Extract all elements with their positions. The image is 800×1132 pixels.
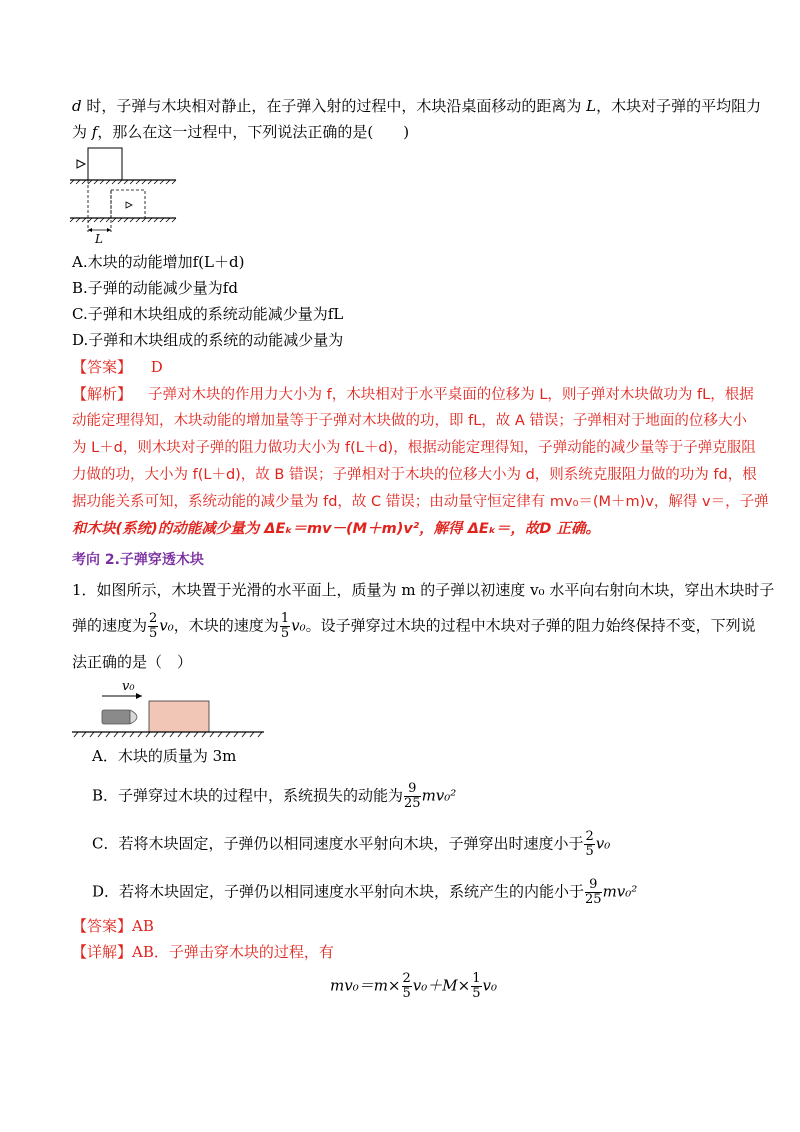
frac-num: 2: [402, 971, 411, 986]
frac-num: 2: [149, 611, 158, 626]
bullet: [102, 710, 130, 724]
q1-line-3: 法正确的是（ ）: [72, 653, 193, 671]
option-b: B.子弹的动能减少量为fd: [72, 279, 238, 297]
fraction-two-fifths: [148, 612, 158, 641]
analysis-line-4: 力做的功，大小为 f(L＋d)，故 B 错误；子弹相对于木块的位移大小为 d，则系统克服阻力做的功为 fd，根: [72, 467, 757, 483]
eq-mid: v₀＋M×: [412, 976, 471, 995]
option-text: C．若将木块固定，子弹仍以相同速度水平射向木块，子弹穿出时速度小于: [92, 834, 584, 853]
fraction-one-fifth: [280, 612, 290, 641]
eq-end: v₀: [482, 976, 497, 995]
bullet-initial: [77, 160, 85, 168]
option-c: C.子弹和木块组成的系统动能减少量为fL: [72, 305, 344, 323]
var-v0: v₀: [159, 616, 174, 635]
analysis-line-2: 动能定理得知，木块动能的增加量等于子弹对木块做的功，即 fL，故 A 错误；子弹相对于地面的位移大小: [72, 413, 747, 429]
analysis-line-3: 为 L＋d，则木块对子弹的阻力做功大小为 f(L＋d)，根据动能定理得知，子弹动能的减少量等于子弹克服阻: [72, 440, 756, 456]
stem-text: 为: [72, 123, 92, 141]
bullet-block-figure: [72, 676, 268, 738]
answer-row: [72, 357, 163, 377]
stem-var-L: L: [586, 97, 597, 115]
analysis-line-1: [72, 384, 754, 405]
stem-var-f: f: [91, 123, 98, 141]
momentum-equation: [330, 972, 497, 1001]
wood-block: [149, 701, 209, 732]
fraction-two-fifths: [402, 972, 412, 1001]
frac-den: 5: [149, 626, 158, 641]
section-title: 考向 2.子弹穿透木块: [72, 552, 204, 568]
frac-den: 25: [585, 892, 602, 907]
q1-option-a: A．木块的质量为 3m: [92, 747, 237, 765]
frac-den: 5: [585, 844, 594, 859]
q1-detail: 【详解】AB．子弹击穿木块的过程，有: [72, 943, 334, 961]
frac-num: 1: [280, 611, 290, 626]
var-v0: v₀: [595, 834, 611, 853]
q1-option-d: [92, 878, 637, 907]
stem-text: ，木块对子弹的平均阻力: [596, 97, 762, 115]
expr-mv0sq: mv₀²: [602, 882, 638, 901]
stem-text: 时，子弹与木块相对静止，在子弹入射的过程中，木块沿桌面移动的距离为: [81, 97, 587, 115]
q1-text: 。设子弹穿过木块的过程中木块对子弹的阻力始终保持不变，下列说: [305, 616, 756, 635]
analysis-line-5: 据功能关系可知，系统动能的减少量为 fd，故 C 错误；由动量守恒定律有 mv₀＝(M＋m)v，解得 v＝，子弹: [72, 494, 769, 510]
fraction-one-fifth: [471, 972, 481, 1001]
q1-answer: 【答案】AB: [72, 917, 154, 935]
q1-text: ，木块的速度为: [173, 616, 279, 635]
analysis-label: 【解析】: [72, 385, 133, 403]
fraction-nine-25: [585, 878, 602, 907]
question-stem-line-2: [72, 122, 409, 142]
stem-var-d: d: [72, 97, 82, 115]
block-initial: [88, 148, 122, 180]
stem-text: ，那么在这一过程中，下列说法正确的是( ): [97, 123, 410, 141]
expr-mv0sq: mv₀²: [421, 786, 457, 805]
answer-value: D: [150, 358, 163, 376]
analysis-text: 子弹对木块的作用力大小为 f，木块相对于水平桌面的位移为 L，则子弹对木块做功为 fL，根据: [148, 387, 754, 403]
frac-num: 9: [404, 782, 421, 797]
q1-text: 弹的速度为: [72, 616, 148, 635]
fraction-two-fifths: [584, 830, 594, 859]
option-text: D．若将木块固定，子弹仍以相同速度水平射向木块，系统产生的内能小于: [92, 882, 585, 901]
q1-line-1: 1．如图所示，木块置于光滑的水平面上，质量为 m 的子弹以初速度 v₀ 水平向右射向木块，穿出木块时子: [72, 581, 775, 599]
frac-num: 2: [585, 829, 594, 844]
q1-option-c: [92, 830, 610, 859]
bullet-block-diagram: [70, 146, 180, 246]
frac-den: 5: [402, 986, 411, 1001]
option-a: A.木块的动能增加f(L＋d): [72, 253, 245, 271]
analysis-line-6: 和木块(系统)的动能减少量为 ΔEₖ＝mv－(M＋m)v²，解得 ΔEₖ＝，故D 正确。: [72, 521, 600, 537]
bullet-final: [126, 202, 132, 208]
fraction-nine-25: [404, 782, 421, 811]
option-text: B．子弹穿过木块的过程中，系统损失的动能为: [92, 786, 404, 805]
frac-den: 5: [472, 986, 481, 1001]
question-stem-line-1: [72, 96, 761, 116]
q1-line-2: [72, 612, 756, 641]
velocity-label: v₀: [122, 679, 135, 694]
eq-lhs: mv₀＝m×: [330, 976, 401, 995]
var-v0: v₀: [291, 616, 306, 635]
label-L: L: [95, 232, 103, 246]
frac-num: 1: [472, 971, 481, 986]
option-d: D.子弹和木块组成的系统的动能减少量为: [72, 331, 344, 349]
q1-option-b: [92, 782, 456, 811]
frac-num: 9: [585, 878, 602, 893]
answer-label: 【答案】: [72, 358, 133, 376]
block-final: [111, 190, 145, 218]
frac-den: 25: [404, 796, 421, 811]
frac-den: 5: [280, 626, 290, 641]
